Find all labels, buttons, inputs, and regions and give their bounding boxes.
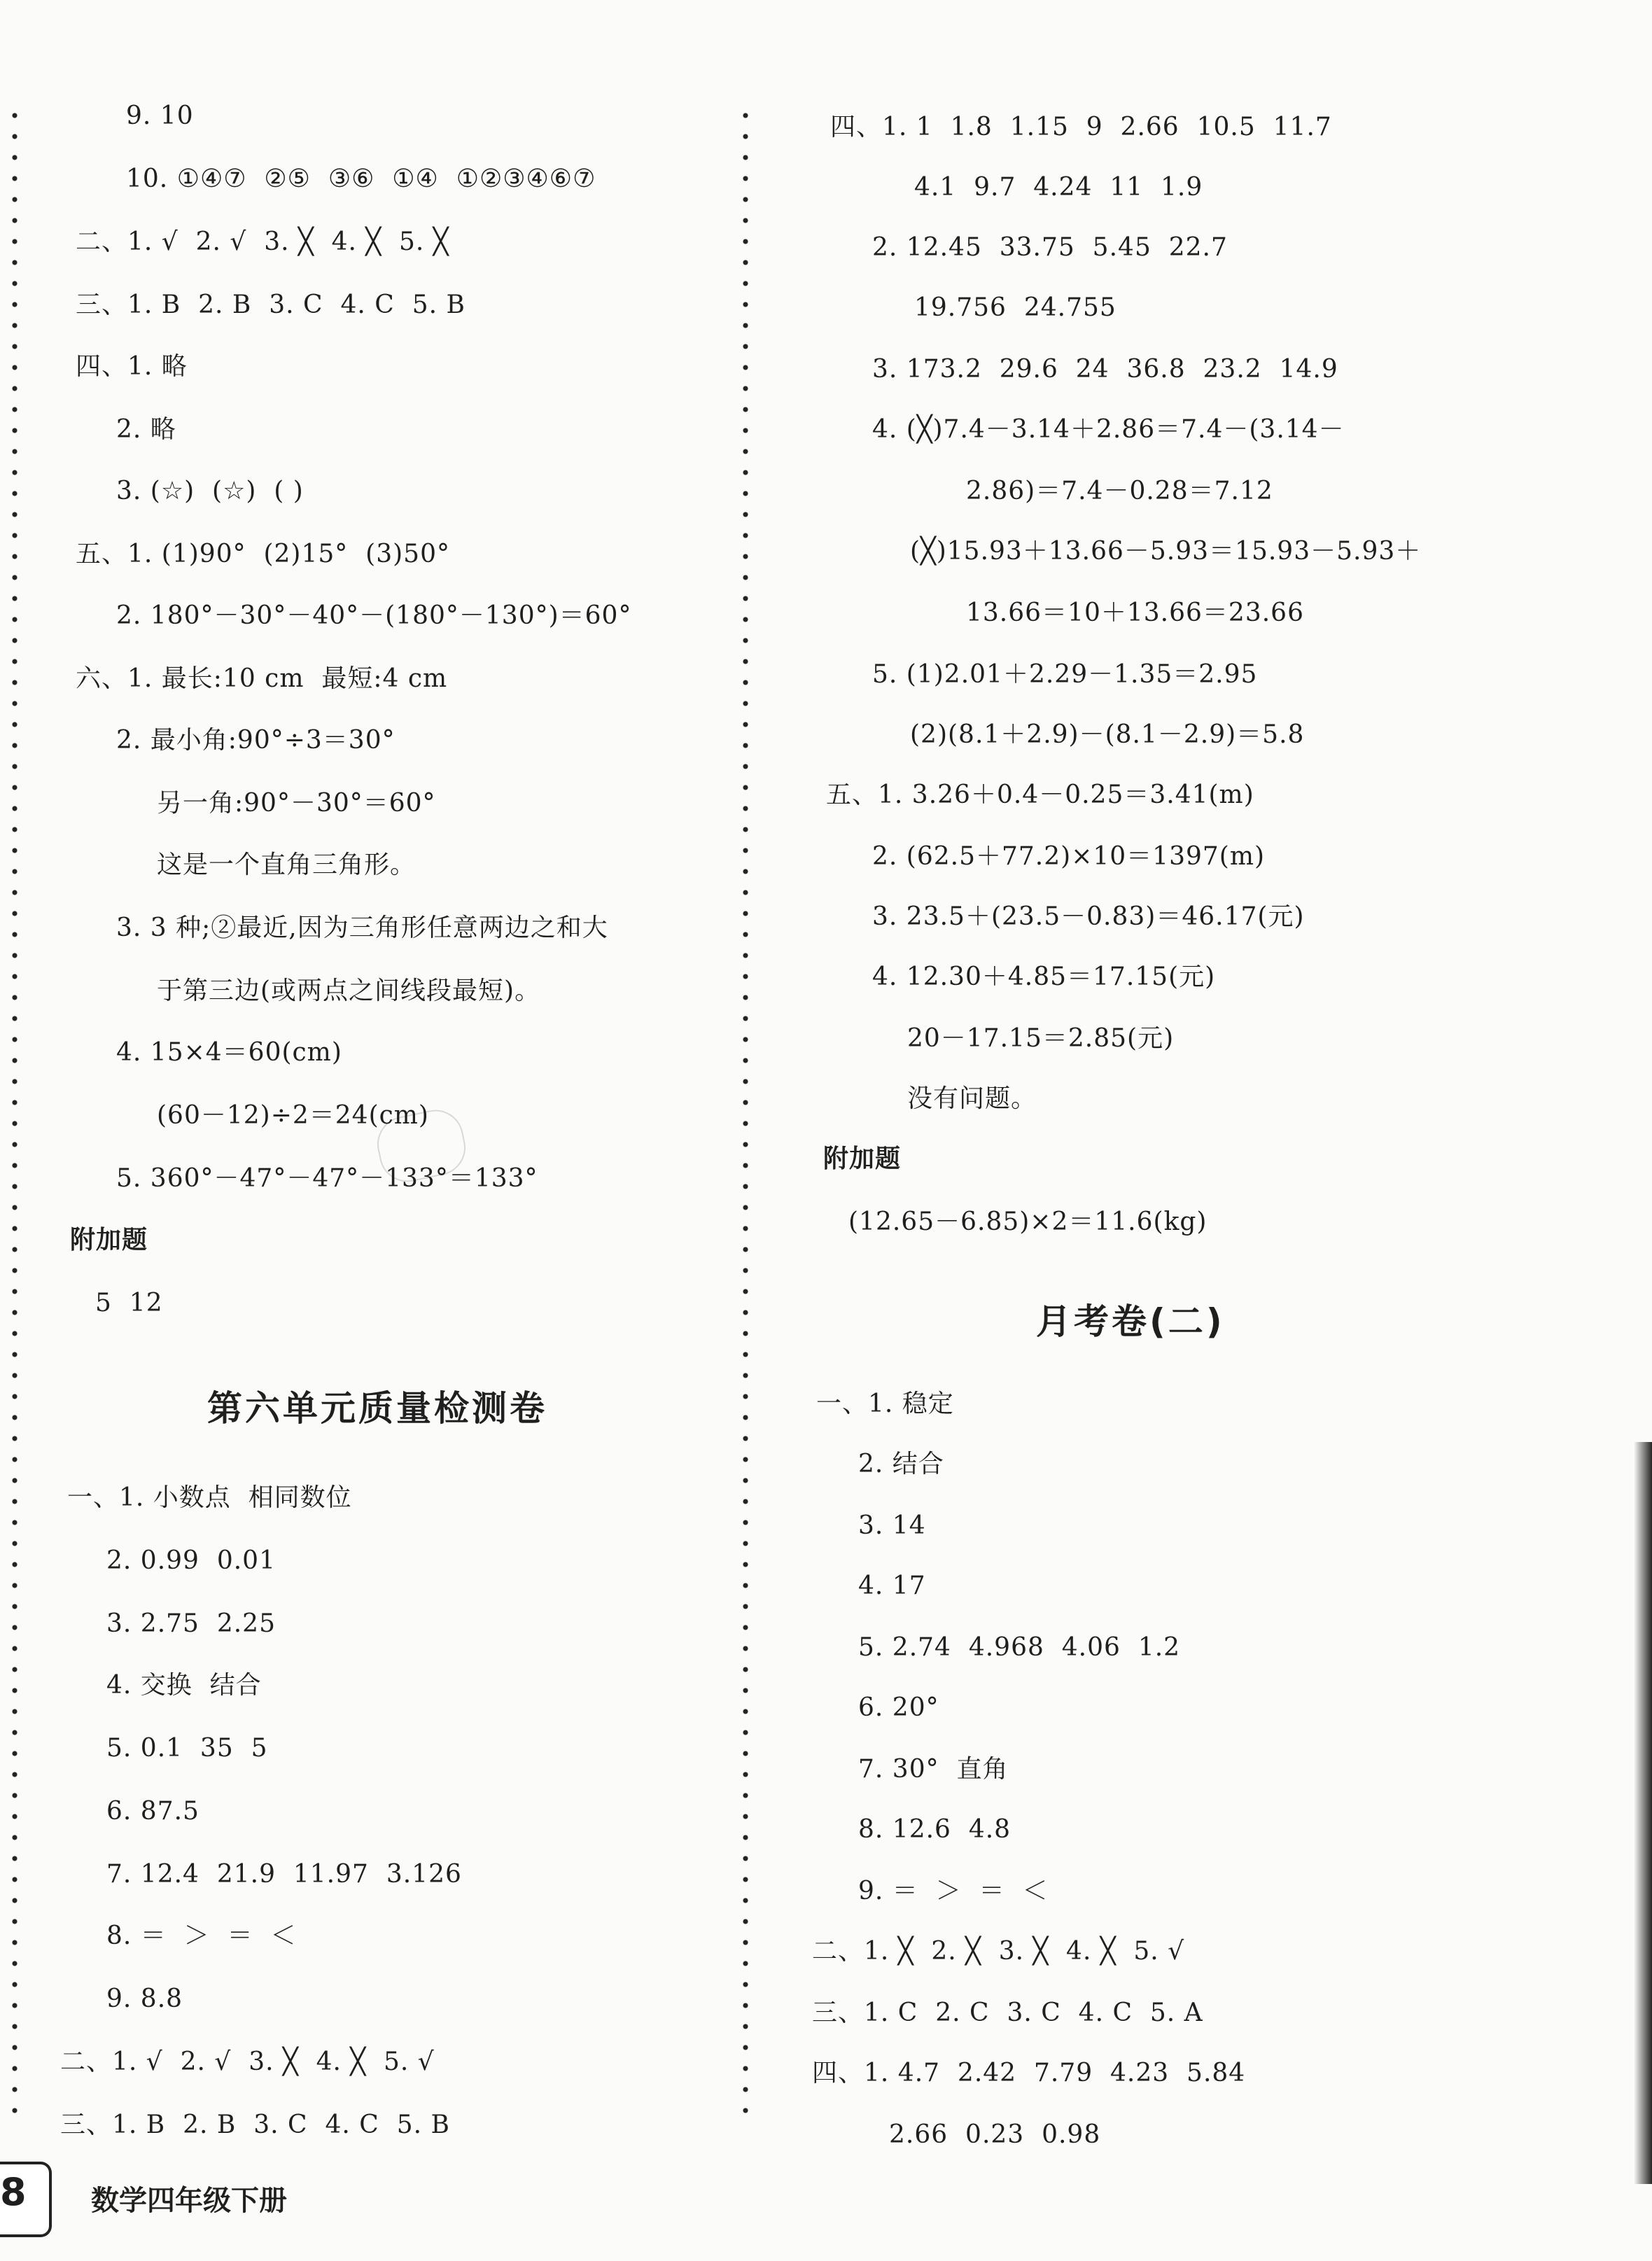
answer-line: 4. 12.30＋4.85＝17.15(元) bbox=[872, 962, 1216, 991]
answer-line: 9. 8.8 bbox=[106, 1984, 183, 2013]
answer-line: 五、1. 3.26＋0.4－0.25＝3.41(m) bbox=[826, 780, 1254, 809]
answer-line: 5 12 bbox=[95, 1289, 163, 1317]
answer-line: 三、1. B 2. B 3. C 4. C 5. B bbox=[76, 290, 465, 319]
answer-line: 二、1. ╳ 2. ╳ 3. ╳ 4. ╳ 5. √ bbox=[812, 1937, 1185, 1966]
answer-line: 3. (☆) (☆) ( ) bbox=[116, 477, 304, 505]
answer-line: 2. (62.5＋77.2)×10＝1397(m) bbox=[872, 842, 1266, 871]
answer-line: 2. 结合 bbox=[858, 1450, 944, 1478]
answer-line: 19.756 24.755 bbox=[914, 293, 1116, 322]
answer-line: 2. 12.45 33.75 5.45 22.7 bbox=[872, 233, 1228, 262]
answer-line: 20－17.15＝2.85(元) bbox=[907, 1024, 1175, 1053]
answer-line: 10. ①④⑦ ②⑤ ③⑥ ①④ ①②③④⑥⑦ bbox=[126, 164, 596, 193]
section-title: 月考卷(二) bbox=[1036, 1301, 1225, 1342]
answer-line: 9. ＝ ＞ ＝ ＜ bbox=[858, 1877, 1049, 1905]
answer-line: 6. 87.5 bbox=[106, 1797, 200, 1826]
answer-line: 2.66 0.23 0.98 bbox=[889, 2120, 1101, 2149]
bonus-heading: 附加题 bbox=[823, 1144, 902, 1173]
answer-line: 没有问题。 bbox=[907, 1084, 1037, 1113]
answer-line: 4. 17 bbox=[858, 1572, 926, 1600]
page-number: 8 bbox=[0, 2170, 27, 2214]
answer-line: 一、1. 稳定 bbox=[816, 1390, 954, 1418]
answer-line: 2.86)＝7.4－0.28＝7.12 bbox=[966, 477, 1273, 505]
answer-line: 4. (╳)7.4－3.14＋2.86＝7.4－(3.14－ bbox=[872, 415, 1345, 444]
answer-line: 三、1. B 2. B 3. C 4. C 5. B bbox=[60, 2110, 450, 2139]
answer-line: 4. 15×4＝60(cm) bbox=[116, 1038, 342, 1067]
answer-line: 5. 360°－47°－47°－133°＝133° bbox=[116, 1164, 538, 1193]
answer-line: 8. ＝ ＞ ＝ ＜ bbox=[106, 1921, 297, 1950]
answer-line: 3. 2.75 2.25 bbox=[106, 1609, 276, 1638]
answer-line: 二、1. √ 2. √ 3. ╳ 4. ╳ 5. √ bbox=[60, 2047, 435, 2076]
answer-line: 2. 0.99 0.01 bbox=[106, 1546, 276, 1575]
footer-book-title: 数学四年级下册 bbox=[91, 2185, 287, 2217]
answer-line: 二、1. √ 2. √ 3. ╳ 4. ╳ 5. ╳ bbox=[76, 227, 449, 256]
answer-line: (60－12)÷2＝24(cm) bbox=[157, 1101, 429, 1130]
answer-line: 四、1. 略 bbox=[76, 352, 188, 381]
bonus-heading: 附加题 bbox=[70, 1226, 148, 1254]
answer-line: 这是一个直角三角形。 bbox=[157, 850, 416, 879]
binding-dots-left bbox=[11, 105, 18, 2114]
answer-line: 9. 10 bbox=[126, 102, 194, 130]
section-title: 第六单元质量检测卷 bbox=[207, 1388, 547, 1429]
answer-line: 5. 0.1 35 5 bbox=[106, 1734, 268, 1763]
answer-line: 7. 30° 直角 bbox=[858, 1755, 1009, 1784]
answer-line: 3. 23.5＋(23.5－0.83)＝46.17(元) bbox=[872, 902, 1305, 931]
answer-line: 于第三边(或两点之间线段最短)。 bbox=[157, 976, 541, 1005]
answer-line: 六、1. 最长:10 cm 最短:4 cm bbox=[76, 664, 448, 693]
answer-line: 另一角:90°－30°＝60° bbox=[157, 789, 436, 818]
answer-line: 五、1. (1)90° (2)15° (3)50° bbox=[76, 540, 450, 568]
answer-line: 四、1. 1 1.8 1.15 9 2.66 10.5 11.7 bbox=[830, 113, 1332, 141]
answer-line: 6. 20° bbox=[858, 1693, 939, 1722]
answer-line: (12.65－6.85)×2＝11.6(kg) bbox=[848, 1208, 1208, 1236]
answer-line: 13.66＝10＋13.66＝23.66 bbox=[966, 598, 1304, 627]
binding-dots-middle bbox=[742, 105, 749, 2114]
answer-line: (2)(8.1＋2.9)－(8.1－2.9)＝5.8 bbox=[910, 720, 1305, 749]
answer-line: 2. 略 bbox=[116, 415, 176, 444]
answer-line: 四、1. 4.7 2.42 7.79 4.23 5.84 bbox=[812, 2059, 1246, 2087]
answer-line: 3. 173.2 29.6 24 36.8 23.2 14.9 bbox=[872, 355, 1338, 384]
answer-line: 4. 交换 结合 bbox=[106, 1671, 262, 1700]
answer-line: 3. 14 bbox=[858, 1511, 926, 1540]
answer-line: 三、1. C 2. C 3. C 4. C 5. A bbox=[812, 1998, 1203, 2027]
page-edge-shadow bbox=[1634, 1442, 1652, 2184]
answer-line: 一、1. 小数点 相同数位 bbox=[67, 1483, 352, 1512]
answer-line: 4.1 9.7 4.24 11 1.9 bbox=[914, 173, 1203, 202]
answer-line: 5. (1)2.01＋2.29－1.35＝2.95 bbox=[872, 660, 1258, 689]
answer-line: 8. 12.6 4.8 bbox=[858, 1815, 1011, 1844]
answer-line: (╳)15.93＋13.66－5.93＝15.93－5.93＋ bbox=[910, 537, 1422, 566]
answer-line: 3. 3 种;②最近,因为三角形任意两边之和大 bbox=[116, 913, 608, 942]
answer-line: 5. 2.74 4.968 4.06 1.2 bbox=[858, 1633, 1181, 1662]
answer-line: 2. 最小角:90°÷3＝30° bbox=[116, 726, 396, 755]
answer-line: 7. 12.4 21.9 11.97 3.126 bbox=[106, 1860, 462, 1889]
answer-line: 2. 180°－30°－40°－(180°－130°)＝60° bbox=[116, 601, 632, 630]
